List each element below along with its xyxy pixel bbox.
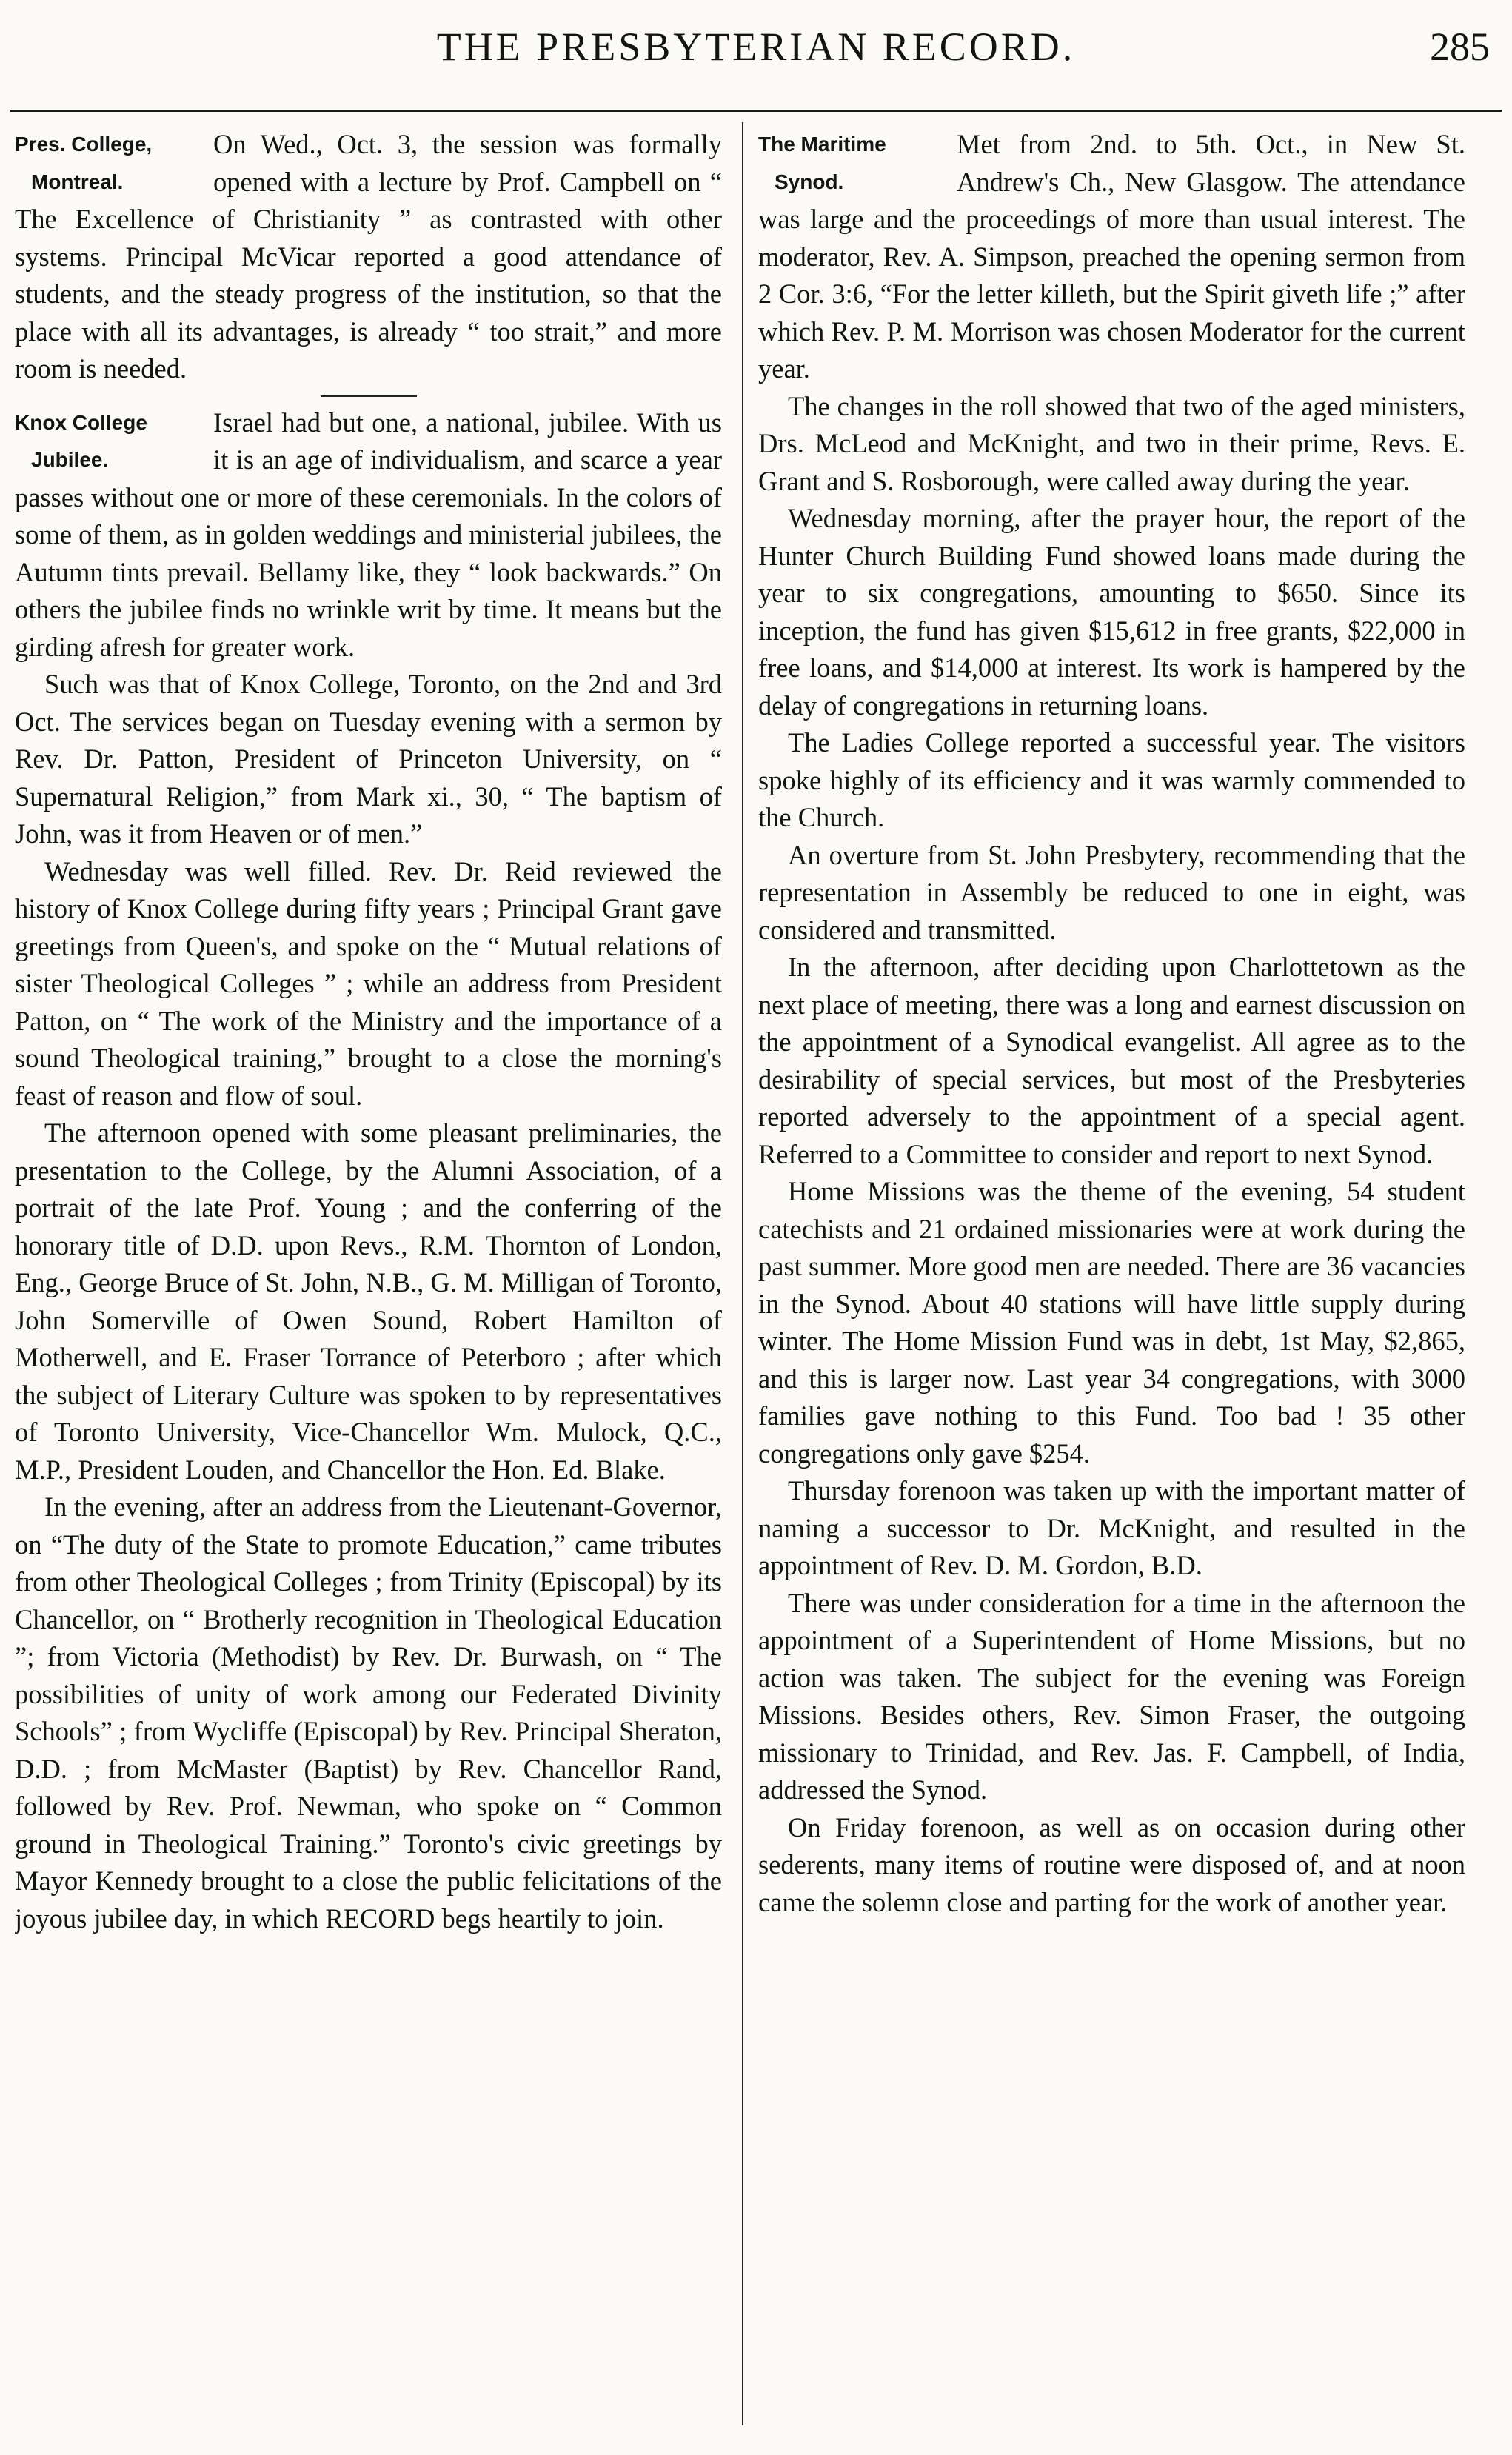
side-heading-line: Jubilee.: [31, 448, 109, 471]
header-rule: [10, 110, 1502, 112]
paragraph: The changes in the roll showed that two of the aged ministers, Drs. McLeod and McKnight, and two in their prime, Revs. E. Grant and S. Rosborough, were called away during the year.: [758, 390, 1465, 496]
paragraph: On Friday forenoon, as well as on occasion during other sederents, many items of routine were disposed of, and at noon came the solemn close and parting for the work of another year.: [758, 1811, 1465, 1917]
paragraph: There was under consideration for a time in the afternoon the appointment of a Superintendent of Home Missions, but no action was taken. The subject for the evening was Foreign Missions. Besides others, Rev. Simon Fraser, the outgoing missionary to Trinidad, and Rev. Jas. F. Campbell, of India, addressed the Synod.: [758, 1587, 1465, 1805]
column-divider: [742, 122, 743, 2425]
paragraph: The Ladies College reported a successful year. The visitors spoke highly of its efficiency and it was warmly commended to the Church.: [758, 727, 1465, 832]
left-column: [15, 126, 722, 2407]
side-heading: [15, 404, 200, 479]
paragraph: Thursday forenoon was taken up with the important matter of naming a successor to Dr. McKnight, and resulted in the appointment of Rev. D. M. Gordon, B.D.: [758, 1475, 1465, 1580]
paragraph: Such was that of Knox College, Toronto, on the 2nd and 3rd Oct. The services began on Tuesday evening with a sermon by Rev. Dr. Patton, President of Princeton University, on “ Supernatural Religion,” from Mark xi., 30, “ The baptism of John, was it from Heaven or of men.”: [15, 669, 722, 849]
article-montreal: [15, 126, 722, 388]
article-maritime-synod: [758, 126, 1465, 1921]
paragraph: In the evening, after an address from the Lieutenant-Governor, on “The duty of the State to promote Education,” came tributes from other Theological Colleges ; from Trinity (Episcopal) by its Chancellor, on “ Brotherly recognition in Theological Education ”; from Victoria (Methodist) by Rev. Dr. Burwash, on “ The possibilities of unity of work among our Federated Divinity Schools” ; from Wycliffe (Episcopal) by Rev. Principal Sheraton, D.D. ; from McMaster (Baptist) by Rev. Chancellor Rand, followed by Rev. Prof. Newman, who spoke on “ Common ground in Theological Training.” Toronto's civic greetings by Mayor Kennedy brought to a close the public felicitations of the joyous jubilee day, in which RECORD begs heartily to join.: [15, 1492, 722, 1934]
paragraph: Met from 2nd. to 5th. Oct., in New St. Andrew's Ch., New Glasgow. The attendance was large and the proceedings of more than usual interest. The moderator, Rev. A. Simpson, preached the opening sermon from 2 Cor. 3:6, “For the letter killeth, but the Spirit giveth life ;” after which Rev. P. M. Morrison was chosen Moderator for the current year.: [758, 129, 1465, 384]
paragraph: The afternoon opened with some pleasant preliminaries, the presentation to the College, by the Alumni Association, of a portrait of the late Prof. Young ; and the conferring of the honorary title of D.D. upon Revs., R.M. Thornton of London, Eng., George Bruce of St. John, N.B., G. M. Milligan of Toronto, John Somerville of Owen Sound, Robert Hamilton of Motherwell, and E. Fraser Torrance of Peterboro ; after which the subject of Literary Culture was spoken to by representatives of Toronto University, Vice-Chancellor Wm. Mulock, Q.C., M.P., President Louden, and Chancellor the Hon. Ed. Blake.: [15, 1118, 722, 1485]
paragraph: An overture from St. John Presbytery, recommending that the representation in Assembly be reduced to one in eight, was considered and transmitted.: [758, 839, 1465, 945]
paragraph: Home Missions was the theme of the evening, 54 student catechists and 21 ordained missionaries were at work during the past summer. More good men are needed. There are 36 vacancies in the Synod. About 40 stations will have little supply during winter. The Home Mission Fund was in debt, 1st May, $2,865, and this is larger now. Last year 34 congregations, with 3000 families gave nothing to this Fund. Too bad ! 35 other congregations only gave $254.: [758, 1176, 1465, 1469]
side-heading-line: Pres. College,: [15, 133, 153, 156]
side-heading-line: Montreal.: [31, 170, 124, 193]
paragraph: Wednesday was well filled. Rev. Dr. Reid reviewed the history of Knox College during fifty years ; Principal Grant gave greetings from Queen's, and spoke on the “ Mutual relations of sister Theological Colleges ” ; while an address from President Patton, on “ The work of the Ministry and the importance of a sound Theological training,” brought to a close the morning's feast of reason and flow of soul.: [15, 855, 722, 1111]
page-header: [15, 10, 1497, 92]
right-column: [758, 126, 1465, 2407]
paragraph: On Wed., Oct. 3, the session was formally opened with a lecture by Prof. Campbell on “ The Excellence of Christianity ” as contrasted with other systems. Principal McVicar reported a good attendance of students, and the steady progress of the institution, so that the place with all its advantages, is already “ too strait,” and more room is needed.: [15, 129, 722, 384]
side-heading-line: Synod.: [775, 170, 844, 193]
publication-title: THE PRESBYTERIAN RECORD.: [436, 24, 1076, 69]
side-heading: [758, 126, 943, 201]
side-heading-line: Knox College: [15, 410, 147, 434]
side-heading-line: The Maritime: [758, 133, 886, 156]
paragraph: In the afternoon, after deciding upon Charlottetown as the next place of meeting, there was a long and earnest discussion on the appointment of a Synodical evangelist. All agree as to the desirability of special services, but most of the Presbyteries reported adversely to the appointment of a special agent. Referred to a Committee to consider and report to next Synod.: [758, 952, 1465, 1169]
article-separator: [321, 395, 417, 397]
article-knox-jubilee: [15, 404, 722, 1938]
side-heading: [15, 126, 200, 201]
paragraph: Israel had but one, a national, jubilee. With us it is an age of individualism, and scarce a year passes without one or more of these ceremonials. In the colors of some of them, as in golden weddings and ministerial jubilees, the Autumn tints prevail. Bellamy like, they “ look backwards.” On others the jubilee finds no wrinkle writ by time. It means but the girding afresh for greater work.: [15, 407, 722, 662]
page-number: 285: [1430, 24, 1490, 69]
paragraph: Wednesday morning, after the prayer hour, the report of the Hunter Church Building Fund showed loans made during the year to six congregations, amounting to $650. Since its inception, the fund has given $15,612 in free grants, $22,000 in free loans, and $14,000 at interest. Its work is hampered by the delay of congregations in returning loans.: [758, 503, 1465, 721]
